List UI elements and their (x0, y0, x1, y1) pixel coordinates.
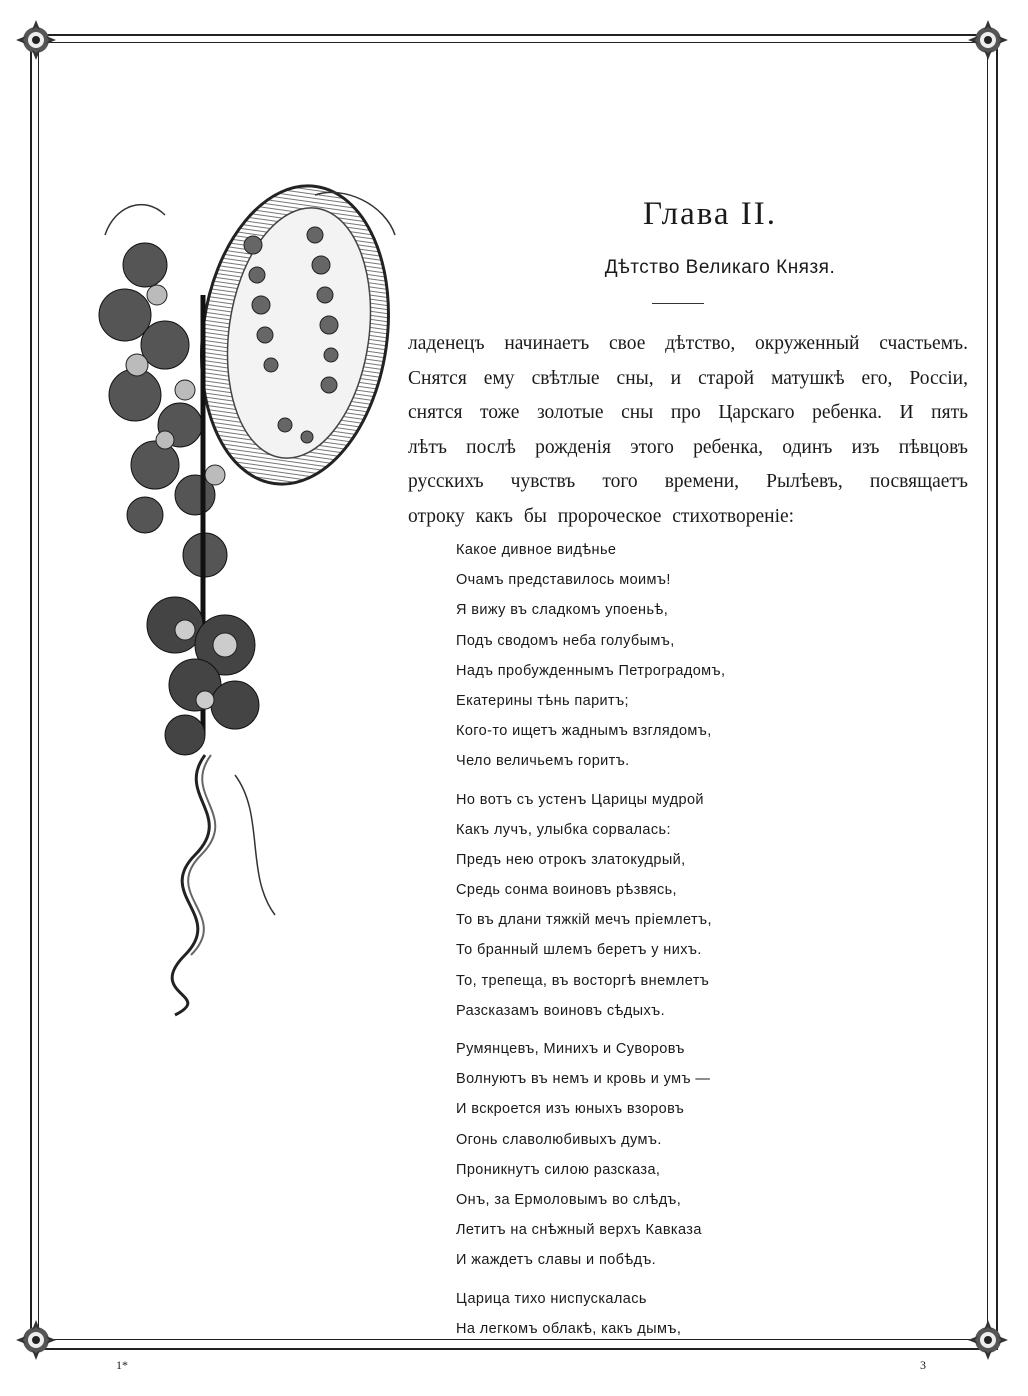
poem-line: Екатерины тѣнь паритъ; (456, 692, 629, 709)
prose-line: ладенецъ начинаетъ свое дѣтство, окруженный счастьемъ. (408, 333, 968, 354)
poem-line: То въ длани тяжкій мечъ пріемлетъ, (456, 912, 712, 929)
signature-mark: 1* (116, 1358, 128, 1372)
heading-divider (652, 303, 704, 304)
poem-line: Надъ пробужденнымъ Петроградомъ, (456, 662, 726, 679)
poem-line: Проникнутъ силою разсказа, (456, 1161, 661, 1178)
poem-line: Но вотъ съ устенъ Царицы мудрой (456, 791, 704, 808)
corner-ornament-icon (966, 1318, 1010, 1362)
poem-line: Средь сонма воиновъ рѣзвясь, (456, 882, 677, 899)
poem-line: Очамъ представилось моимъ! (456, 572, 671, 589)
poem-line: Летитъ на снѣжный верхъ Кавказа (456, 1222, 702, 1239)
poem-stanza (456, 1284, 876, 1344)
corner-ornament-icon (14, 18, 58, 62)
prose-line: лѣтъ послѣ рожденія этого ребенка, одинъ изъ пѣвцовъ (408, 436, 968, 458)
prose-line: отроку какъ бы пророческое стихотвореніе: (408, 505, 795, 527)
poem-stanza (456, 535, 876, 777)
poem-line: Подъ сводомъ неба голубымъ, (456, 632, 675, 649)
poem-line: Я вижу въ сладкомъ упоеньѣ, (456, 602, 669, 619)
poem-line: На легкомъ облакѣ, какъ дымъ, (456, 1320, 682, 1337)
chapter-subtitle: Дѣтство Великаго Князя. (604, 257, 836, 278)
corner-ornament-icon (14, 1318, 58, 1362)
poem-line: Какое дивное видѣнье (456, 542, 617, 558)
poem-line: Онъ, за Ермоловымъ во слѣдъ, (456, 1191, 682, 1208)
poem-line: И жаждетъ славы и побѣдъ. (456, 1252, 657, 1269)
prose-line: снятся тоже золотые сны про Царскаго ребенка. И пять (408, 402, 968, 423)
corner-ornament-icon (966, 18, 1010, 62)
poem-line: И вскроется изъ юныхъ взоровъ (456, 1101, 685, 1118)
poem-line: Румянцевъ, Минихъ и Суворовъ (456, 1041, 685, 1057)
poem-line: Волнуютъ въ немъ и кровь и умъ — (456, 1071, 711, 1088)
prose-line: русскихъ чувствъ того времени, Рылѣевъ, посвящаетъ (408, 471, 968, 492)
poem-line: Какъ лучъ, улыбка сорвалась: (456, 821, 671, 838)
prose-line: Снятся ему свѣтлые сны, и старой матушкѣ его, Россіи, (408, 367, 968, 389)
poem-line: То, трепеща, въ восторгѣ внемлетъ (456, 972, 710, 989)
floral-initial-letter-illustration (85, 175, 405, 1025)
poem-line: То бранный шлемъ беретъ у нихъ. (456, 942, 702, 959)
page-number: 3 (920, 1358, 926, 1372)
poem (456, 535, 876, 1352)
poem-stanza (456, 1034, 876, 1276)
poem-line: Огонь славолюбивыхъ думъ. (456, 1131, 662, 1148)
prose-paragraph (408, 327, 968, 534)
poem-line: Предъ нею отрокъ златокудрый, (456, 851, 686, 868)
poem-stanza (456, 785, 876, 1027)
poem-line: Кого-то ищетъ жаднымъ взглядомъ, (456, 723, 712, 740)
chapter-title: Глава II. (643, 196, 777, 232)
poem-line: Царица тихо ниспускалась (456, 1290, 647, 1307)
poem-line: Чело величьемъ горитъ. (456, 753, 630, 770)
poem-line: Разсказамъ воиновъ сѣдыхъ. (456, 1002, 666, 1019)
